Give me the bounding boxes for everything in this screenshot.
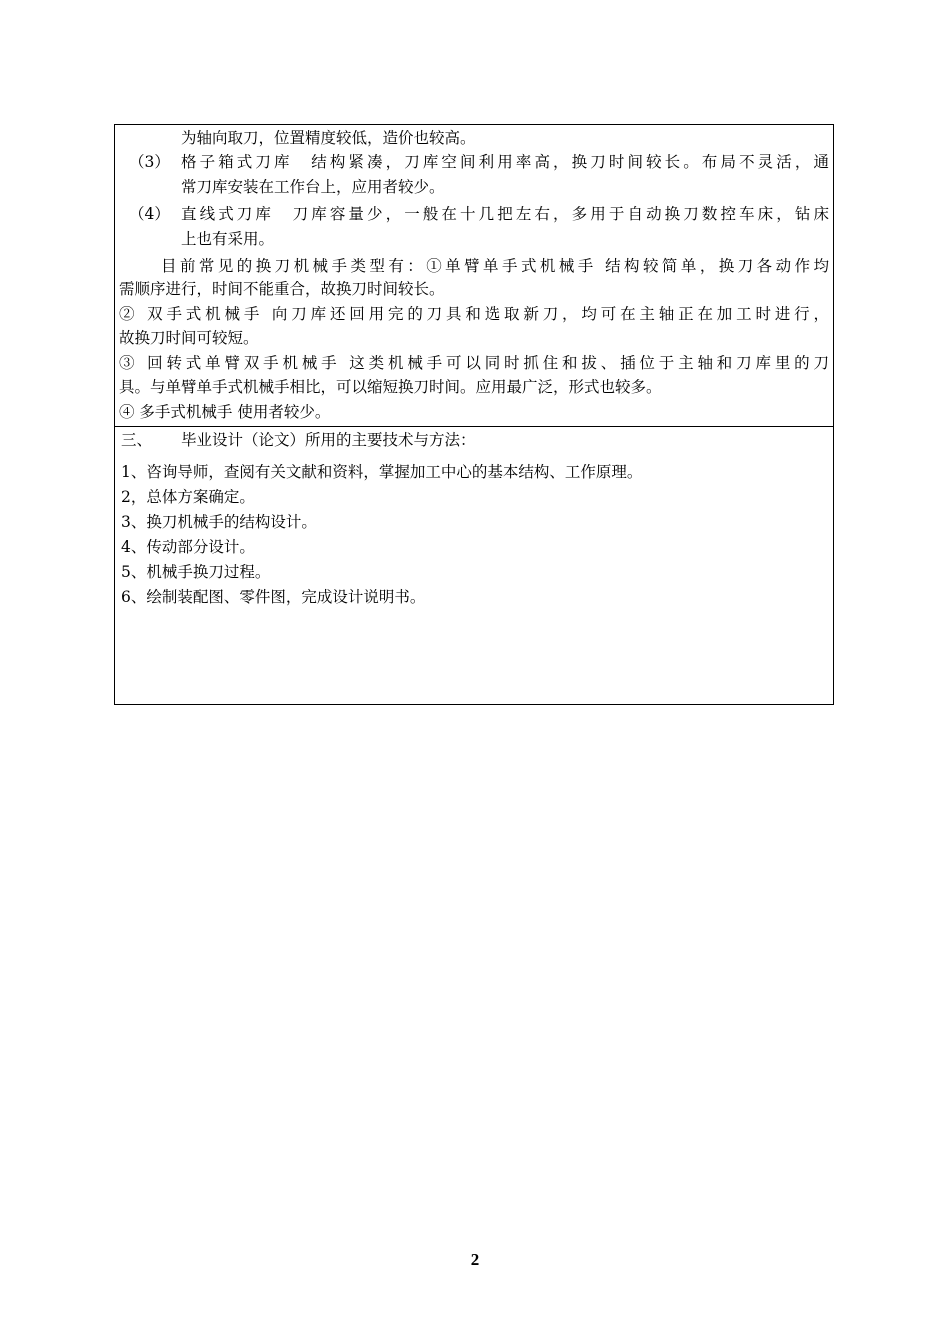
text-line: ③ 回转式单臂双手机械手 这类机械手可以同时抓住和拔、插位于主轴和刀库里的刀	[119, 354, 829, 372]
text-line: 需顺序进行，时间不能重合，故换刀时间较长。	[119, 280, 445, 298]
list-item: 1、咨询导师，查阅有关文献和资料，掌握加工中心的基本结构、工作原理。	[121, 463, 643, 481]
text-line: ② 双手式机械手 向刀库还回用完的刀具和选取新刀，均可在主轴正在加工时进行，	[119, 305, 829, 323]
item-number: （3）	[129, 153, 170, 171]
list-item: 6、绘制装配图、零件图，完成设计说明书。	[121, 588, 426, 606]
content-table	[114, 124, 834, 705]
item-number: （4）	[129, 205, 170, 223]
text-line: 具。与单臂单手式机械手相比，可以缩短换刀时间。应用最广泛，形式也较多。	[119, 378, 662, 396]
list-item: 5、机械手换刀过程。	[121, 563, 271, 581]
list-item: 2，总体方案确定。	[121, 488, 255, 506]
section-heading: 毕业设计（论文）所用的主要技术与方法：	[181, 431, 476, 449]
page-number: 2	[470, 1250, 480, 1269]
text-line: 常刀库安装在工作台上，应用者较少。	[181, 178, 445, 196]
text-line: ④ 多手式机械手 使用者较少。	[119, 403, 331, 421]
section-number: 三、	[121, 431, 153, 449]
text-line: 直线式刀库 刀库容量少，一般在十几把左右，多用于自动换刀数控车床，钻床	[181, 205, 829, 223]
list-item: 4、传动部分设计。	[121, 538, 255, 556]
section-2-cell	[115, 125, 833, 427]
list-item: 3、换刀机械手的结构设计。	[121, 513, 317, 531]
text-line: 目前常见的换刀机械手类型有：①单臂单手式机械手 结构较简单，换刀各动作均	[161, 257, 829, 275]
section-3-cell	[115, 426, 833, 704]
text-line: 为轴向取刀，位置精度较低，造价也较高。	[181, 129, 476, 147]
text-line: 上也有采用。	[181, 230, 275, 248]
text-line: 故换刀时间可较短。	[119, 329, 259, 347]
text-line: 格子箱式刀库 结构紧凑，刀库空间利用率高，换刀时间较长。布局不灵活，通	[181, 153, 829, 171]
